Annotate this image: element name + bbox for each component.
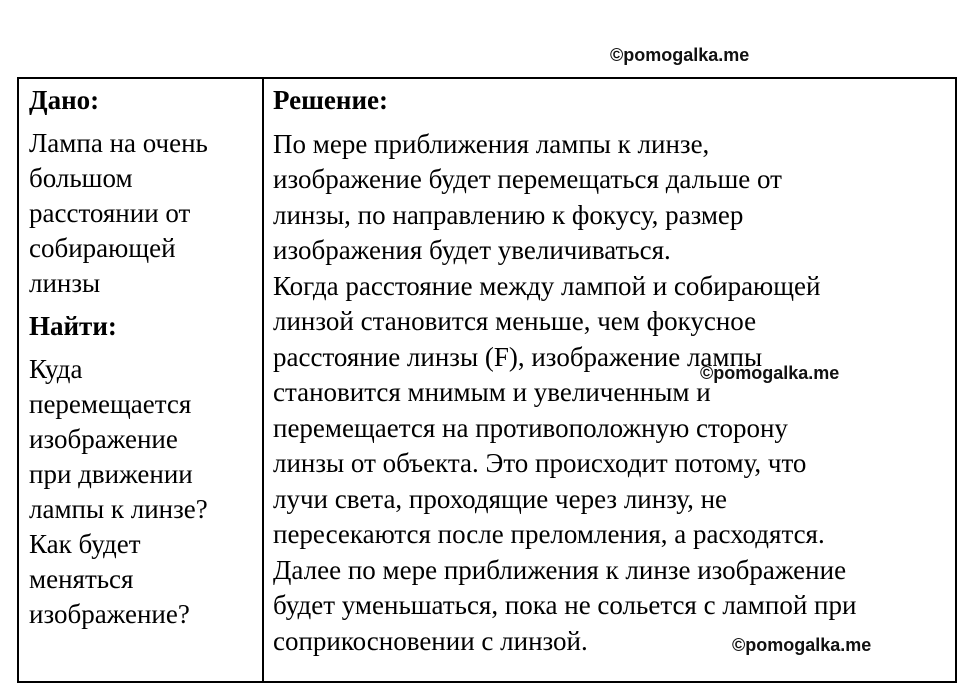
solution-line: линзы, по направлению к фокусу, размер — [273, 199, 744, 230]
solution-line: расстояние линзы (F), изображение лампы — [273, 341, 763, 372]
find-line: Как будет — [29, 529, 141, 559]
watermark-middle: ©pomogalka.me — [700, 363, 840, 383]
solution-line: Далее по мере приближения к линзе изображение — [273, 554, 847, 585]
solution-line: перемещается на противоположную сторону — [273, 412, 788, 443]
given-line: расстоянии от — [29, 198, 191, 228]
find-line: лампы к линзе? — [29, 494, 208, 524]
solution-line: По мере приближения лампы к линзе, — [273, 128, 710, 159]
find-line: перемещается — [29, 389, 192, 419]
given-line: линзы — [29, 268, 101, 298]
solution-line: лучи света, проходящие через линзу, не — [273, 483, 728, 514]
find-line: меняться — [29, 564, 134, 594]
find-line: изображение? — [29, 599, 190, 629]
find-line: изображение — [29, 424, 178, 454]
solution-line: соприкосновении с линзой. — [273, 625, 588, 656]
watermark-bottom: ©pomogalka.me — [732, 635, 872, 655]
solution-text — [273, 127, 953, 660]
given-heading: Дано: — [29, 85, 100, 115]
solution-line: линзы от объекта. Это происходит потому, что — [273, 448, 807, 478]
solution-line: становится мнимым и увеличенным и — [273, 377, 711, 407]
given-text — [29, 126, 257, 301]
given-line: собирающей — [29, 233, 176, 263]
solution-line: будет уменьшаться, пока не сольется с лампой при — [273, 590, 857, 620]
find-line: Куда — [29, 354, 83, 384]
given-line: Лампа на очень — [29, 128, 208, 158]
solution-line: линзой становится меньше, чем фокусное — [273, 306, 757, 336]
find-text — [29, 352, 257, 632]
solution-line: пересекаются после преломления, а расходятся. — [273, 519, 825, 549]
watermark-top: ©pomogalka.me — [610, 45, 750, 65]
given-column — [29, 83, 257, 632]
solution-column — [273, 83, 953, 659]
solution-line: Когда расстояние между лампой и собирающей — [273, 270, 821, 301]
column-divider — [262, 79, 264, 681]
find-line: при движении — [29, 459, 193, 489]
solution-line: изображение будет перемещаться дальше от — [273, 164, 782, 194]
solution-heading: Решение: — [273, 85, 388, 115]
find-heading: Найти: — [29, 311, 117, 341]
solution-line: изображения будет увеличиваться. — [273, 235, 671, 265]
given-line: большом — [29, 163, 133, 193]
